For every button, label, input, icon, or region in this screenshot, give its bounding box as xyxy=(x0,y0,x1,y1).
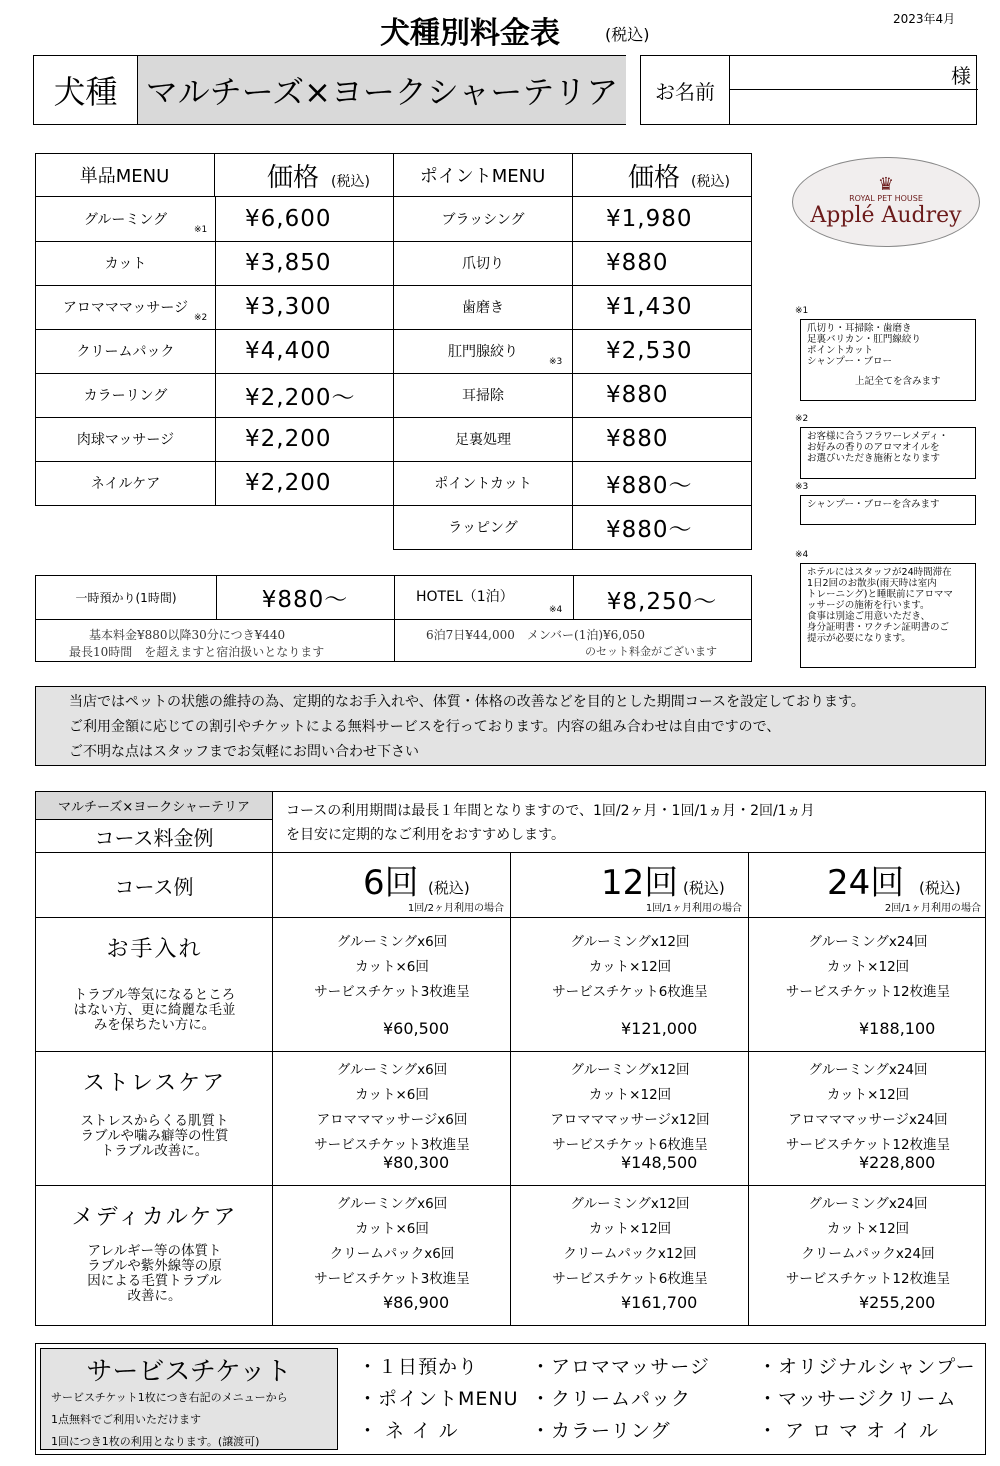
single-menu-price: ¥4,400 xyxy=(245,338,332,364)
course-cell-line: サービスチケット6枚進呈 xyxy=(552,1271,708,1287)
point-menu-note: ※3 xyxy=(549,357,563,367)
ticket-menu-item: ・クリームパック xyxy=(531,1388,692,1410)
course-column-header xyxy=(749,853,987,917)
single-menu-price: ¥2,200 xyxy=(245,470,332,496)
course-cell-lines xyxy=(273,1192,511,1292)
daycare-label: 一時預かり(1時間) xyxy=(75,591,177,605)
course-cell-lines xyxy=(511,1058,749,1158)
course-count-tax: (税込) xyxy=(683,879,725,897)
course-breed: マルチーズ×ヨークシャーテリア xyxy=(36,792,273,820)
course-cell-line: グルーミングx24回 xyxy=(808,1196,928,1212)
course-count-sub: 1回/1ヶ月利用の場合 xyxy=(645,903,742,914)
course-cell-price: ¥148,500 xyxy=(621,1153,698,1172)
breed-box xyxy=(33,55,626,125)
point-menu-name: ブラッシング xyxy=(441,212,525,228)
ticket-info xyxy=(40,1348,338,1450)
course-cell-line: グルーミングx12回 xyxy=(570,934,690,950)
logo-main-text: Applé Audrey xyxy=(810,203,962,228)
course-row-name: ストレスケア xyxy=(82,1071,227,1096)
ticket-menu-item: ・ポイントMENU xyxy=(358,1388,519,1410)
course-cell xyxy=(273,1052,511,1186)
single-menu-row xyxy=(35,373,394,418)
footnote-line: お選びいただき施術となります xyxy=(807,453,941,464)
footnote-line: お好みの香りのアロマオイルを xyxy=(807,442,940,453)
course-example-label: コース例 xyxy=(36,853,273,917)
course-cell xyxy=(511,918,749,1052)
ticket-menu-item: ・カラーリング xyxy=(531,1420,671,1442)
course-cell-line: クリームパックx24回 xyxy=(801,1246,935,1262)
single-menu-name: クリームパック xyxy=(76,344,175,360)
daycare-desc-2: 最長10時間 を超えますと宿泊扱いとなります xyxy=(69,645,325,659)
info-line: 当店ではペットの状態の維持の為、定期的なお手入れや、体質・体格の改善などを目的とした期間コースを設定しております。 xyxy=(69,694,865,710)
course-cell xyxy=(511,1052,749,1186)
course-row-label xyxy=(36,1052,273,1186)
course-cell-line: カット×12回 xyxy=(826,959,910,975)
single-menu-row xyxy=(35,417,394,462)
point-menu-price: ¥880 xyxy=(606,250,669,276)
course-row-desc xyxy=(36,1114,273,1159)
course-cell-line: グルーミングx12回 xyxy=(570,1196,690,1212)
course-cell-line: アロマママッサージx24回 xyxy=(788,1112,948,1128)
point-menu-price: ¥880 xyxy=(606,382,669,408)
course-column-header xyxy=(511,853,749,917)
footnote-line: 提示が必要になります。 xyxy=(807,633,911,644)
single-menu-name: アロマママッサージ xyxy=(62,300,189,316)
footnote-line: 食事は別途ご用意いただき、 xyxy=(807,611,931,622)
course-cell-line: アロマママッサージx12回 xyxy=(550,1112,710,1128)
footnote-line: 身分証明書・ワクチン証明書のご xyxy=(807,622,950,633)
hotel-label: HOTEL（1泊） xyxy=(416,589,514,605)
course-cell-lines xyxy=(511,1192,749,1292)
course-row-desc xyxy=(36,988,273,1033)
point-menu-row xyxy=(393,241,752,286)
course-cell-line: カット×12回 xyxy=(826,1221,910,1237)
course-row-desc-line: アレルギー等の体質ト xyxy=(87,1243,222,1259)
course-cell-line: サービスチケット6枚進呈 xyxy=(552,1137,708,1153)
ticket-desc-1: サービスチケット1枚につき右記のメニューから xyxy=(51,1391,288,1404)
point-menu-name: 歯磨き xyxy=(462,300,504,316)
course-row-desc-line: はない方、更に綺麗な毛並 xyxy=(73,1002,236,1018)
ticket-desc-2: 1点無料でご利用いただけます xyxy=(51,1413,201,1426)
title-tax-note: (税込) xyxy=(605,25,650,44)
point-menu-name: 足裏処理 xyxy=(455,432,511,448)
course-cell-price: ¥228,800 xyxy=(859,1153,936,1172)
customer-name-box xyxy=(640,55,977,125)
course-cell-line: グルーミングx24回 xyxy=(808,934,928,950)
shop-logo xyxy=(792,157,980,247)
course-cell-line: クリームパックx6回 xyxy=(329,1246,455,1262)
course-cell-lines xyxy=(749,1192,987,1292)
ticket-menu-item: ・１日預かり xyxy=(358,1356,479,1378)
course-section xyxy=(35,791,986,1326)
footnote-box xyxy=(800,563,976,668)
course-row-desc-line: トラブル等気になるところ xyxy=(73,987,236,1003)
course-cell-line: サービスチケット6枚進呈 xyxy=(552,984,708,1000)
crest-icon: ♛ xyxy=(877,174,895,195)
course-count-tax: (税込) xyxy=(919,879,961,897)
course-cell-line: サービスチケット3枚進呈 xyxy=(314,1271,470,1287)
footnote-line: シャンプー・ブロー xyxy=(807,356,893,367)
course-cell-price: ¥86,900 xyxy=(383,1293,450,1312)
single-menu-price: ¥2,200 xyxy=(245,426,332,452)
daycare-desc-1: 基本料金¥880以降30分につき¥440 xyxy=(89,628,286,642)
hotel-desc-2: のセット料金がございます xyxy=(585,645,717,658)
footnote-line: トレーニング)と睡眠前にアロママ xyxy=(807,589,954,600)
point-price-header: 価格 xyxy=(628,162,681,193)
course-cell-lines xyxy=(273,1058,511,1158)
course-cell xyxy=(511,1186,749,1326)
point-menu-row xyxy=(393,285,752,330)
point-menu-price: ¥1,430 xyxy=(606,294,693,320)
course-row-desc-line: ラブルや紫外線等の原 xyxy=(87,1258,222,1274)
course-cell-line: サービスチケット3枚進呈 xyxy=(314,984,470,1000)
course-cell xyxy=(273,1186,511,1326)
footnote-line: ッサージの施術を行います。 xyxy=(807,600,930,611)
course-cell-line: グルーミングx6回 xyxy=(336,1062,448,1078)
point-menu-price: ¥880 xyxy=(606,426,669,452)
course-count-sub: 1回/2ヶ月利用の場合 xyxy=(407,903,504,914)
course-cell-line: カット×12回 xyxy=(588,1221,672,1237)
hotel-note-mark: ※4 xyxy=(549,605,563,615)
footnote-mark: ※4 xyxy=(795,550,809,560)
course-cell-price: ¥161,700 xyxy=(621,1293,698,1312)
course-cell-line: カット×6回 xyxy=(355,1221,429,1237)
course-row-desc-line: みを保ちたい方に。 xyxy=(93,1017,216,1033)
breed-label: 犬種 xyxy=(53,73,118,111)
point-menu-row xyxy=(393,417,752,462)
hotel-price: ¥8,250〜 xyxy=(606,589,718,615)
course-cell-line: グルーミングx6回 xyxy=(336,934,448,950)
point-menu-row xyxy=(393,461,752,506)
ticket-menu-item: ・マッサージクリーム xyxy=(758,1388,957,1410)
single-menu-price: ¥3,300 xyxy=(245,294,332,320)
point-menu-row xyxy=(393,505,752,550)
single-price-tax: (税込) xyxy=(331,174,370,190)
point-menu-row xyxy=(393,373,752,418)
footnote-mark: ※3 xyxy=(795,482,809,492)
course-cell-line: サービスチケット3枚進呈 xyxy=(314,1137,470,1153)
ticket-menu-item: ・アロマオイル xyxy=(758,1420,947,1442)
course-cell-lines xyxy=(273,930,511,1005)
footnote-line: お客様に合うフラワーレメディ・ xyxy=(807,431,949,442)
course-row-desc-line: 改善に。 xyxy=(127,1288,182,1304)
point-menu-price: ¥880〜 xyxy=(606,472,693,499)
course-count: 24回 xyxy=(827,863,905,903)
single-menu-row xyxy=(35,329,394,374)
ticket-title: サービスチケット xyxy=(86,1357,292,1387)
footnote-line: シャンプー・ブローを含みます xyxy=(807,499,940,510)
course-cell-lines xyxy=(749,930,987,1005)
single-menu-price: ¥3,850 xyxy=(245,250,332,276)
course-row-label xyxy=(36,918,273,1052)
ticket-desc-3: 1回につき1枚の利用となります。(譲渡可) xyxy=(51,1435,260,1448)
course-column-header xyxy=(273,853,511,917)
ticket-menu-item: ・ネイル xyxy=(358,1420,466,1442)
course-cell-line: カット×6回 xyxy=(355,1087,429,1103)
footnote-mark: ※1 xyxy=(795,306,809,316)
point-menu-price: ¥2,530 xyxy=(606,338,693,364)
single-menu-row xyxy=(35,461,394,506)
single-menu-note: ※1 xyxy=(194,225,208,235)
issue-date: 2023年4月 xyxy=(893,12,956,26)
course-cell-price: ¥60,500 xyxy=(383,1019,450,1038)
single-menu-name: グルーミング xyxy=(83,212,168,228)
ticket-section xyxy=(35,1343,986,1455)
single-menu-row xyxy=(35,197,394,242)
footnote-line: 1日2回のお散歩(雨天時は室内 xyxy=(807,578,937,589)
single-menu-name: カラーリング xyxy=(83,388,168,404)
name-input-area[interactable] xyxy=(729,56,977,124)
course-cell-lines xyxy=(749,1058,987,1158)
point-menu-name: 肛門腺絞り xyxy=(448,344,518,360)
single-menu-note: ※2 xyxy=(194,313,208,323)
course-cell-price: ¥80,300 xyxy=(383,1153,450,1172)
name-label: お名前 xyxy=(655,79,715,104)
single-menu-name: 肉球マッサージ xyxy=(76,432,175,448)
course-cell-price: ¥121,000 xyxy=(621,1019,698,1038)
course-row-desc xyxy=(36,1244,273,1304)
point-menu-name: ラッピング xyxy=(448,520,518,536)
page-title: 犬種別料金表 xyxy=(380,16,560,51)
course-count-sub: 2回/1ヶ月利用の場合 xyxy=(884,903,981,914)
footnote-box xyxy=(800,427,976,479)
breed-value: マルチーズ×ヨークシャーテリア xyxy=(137,56,626,124)
single-menu-price: ¥2,200〜 xyxy=(245,384,356,411)
course-cell-line: カット×12回 xyxy=(588,959,672,975)
course-cell-line: クリームパックx12回 xyxy=(563,1246,697,1262)
footnote-line: 足裏バリカン・肛門線絞り xyxy=(807,334,921,345)
footnote-line: ポイントカット xyxy=(807,345,874,356)
name-divider xyxy=(730,89,978,90)
footnote-box xyxy=(800,495,976,525)
course-cell-price: ¥255,200 xyxy=(859,1293,936,1312)
footnote-mark: ※2 xyxy=(795,414,809,424)
footnote-tail: 上記全てを含みます xyxy=(855,376,941,387)
info-line: ご不明な点はスタッフまでお気軽にお問い合わせ下さい xyxy=(69,744,419,760)
course-count: 6回 xyxy=(363,863,419,903)
point-menu-header: ポイントMENU xyxy=(419,166,546,187)
course-cell-line: カット×12回 xyxy=(826,1087,910,1103)
course-cell-line: サービスチケット12枚進呈 xyxy=(785,1271,951,1287)
daycare-price: ¥880〜 xyxy=(261,587,349,613)
course-cell-lines xyxy=(511,930,749,1005)
single-menu-price: ¥6,600 xyxy=(245,206,332,232)
logo-top-text: ROYAL PET HOUSE xyxy=(849,194,923,203)
course-cell xyxy=(749,1052,987,1186)
single-menu-row xyxy=(35,241,394,286)
course-cell-line: グルーミングx6回 xyxy=(336,1196,448,1212)
info-box xyxy=(35,686,986,766)
point-menu-price: ¥880〜 xyxy=(606,516,693,543)
stay-table xyxy=(35,575,752,662)
single-price-header: 価格 xyxy=(267,162,320,193)
footnote-line: ホテルにはスタッフが24時間滞在 xyxy=(807,567,952,578)
course-cell-line: カット×12回 xyxy=(588,1087,672,1103)
ticket-menu-item: ・オリジナルシャンプー xyxy=(758,1356,976,1378)
course-row-name: お手入れ xyxy=(106,937,203,962)
course-cell-line: サービスチケット12枚進呈 xyxy=(785,1137,951,1153)
course-row-desc-line: 因による毛質トラブル xyxy=(87,1273,222,1289)
footnote-line: 爪切り・耳掃除・歯磨き xyxy=(807,323,912,334)
course-cell xyxy=(749,918,987,1052)
course-cell-line: アロマママッサージx6回 xyxy=(316,1112,468,1128)
single-menu-name: ネイルケア xyxy=(90,476,161,492)
single-menu-header: 単品MENU xyxy=(79,166,170,187)
course-row-desc-line: ストレスからくる肌質ト xyxy=(80,1113,229,1129)
hotel-desc-1: 6泊7日¥44,000 メンバー(1泊)¥6,050 xyxy=(426,628,646,642)
point-price-tax: (税込) xyxy=(691,174,730,190)
point-menu-row xyxy=(393,197,752,242)
single-menu-name: カット xyxy=(104,256,147,272)
course-cell-line: カット×6回 xyxy=(355,959,429,975)
point-menu-name: ポイントカット xyxy=(434,476,532,492)
info-line: ご利用金額に応じての割引やチケットによる無料サービスを行っております。内容の組み合わせは自由ですので、 xyxy=(69,719,781,735)
ticket-menu-item: ・アロママッサージ xyxy=(531,1356,710,1378)
point-menu-name: 耳掃除 xyxy=(462,388,504,404)
course-row-desc-line: トラブル改善に。 xyxy=(100,1143,209,1159)
course-cell xyxy=(273,918,511,1052)
course-cell-line: グルーミングx12回 xyxy=(570,1062,690,1078)
course-desc-2: を目安に定期的なご利用をおすすめします。 xyxy=(286,827,566,843)
course-row-name: メディカルケア xyxy=(71,1205,238,1230)
name-suffix: 様 xyxy=(951,64,971,88)
course-cell-line: サービスチケット12枚進呈 xyxy=(785,984,951,1000)
course-count: 12回 xyxy=(601,863,679,903)
footnote-box xyxy=(800,319,976,401)
course-desc-1: コースの利用期間は最長１年間となりますので、1回/2ヶ月・1回/1ヵ月・2回/1ヵ月 xyxy=(286,803,815,819)
point-menu-price: ¥1,980 xyxy=(606,206,693,232)
course-cell-line: グルーミングx24回 xyxy=(808,1062,928,1078)
point-menu-name: 爪切り xyxy=(462,256,504,272)
menu-table xyxy=(35,153,752,548)
course-title: コース料金例 xyxy=(36,820,273,853)
course-count-tax: (税込) xyxy=(428,879,470,897)
course-cell-price: ¥188,100 xyxy=(859,1019,936,1038)
single-menu-row xyxy=(35,285,394,330)
course-row-desc-line: ラブルや噛み癖等の性質 xyxy=(80,1128,229,1144)
course-cell xyxy=(749,1186,987,1326)
point-menu-row xyxy=(393,329,752,374)
course-row-label xyxy=(36,1186,273,1326)
